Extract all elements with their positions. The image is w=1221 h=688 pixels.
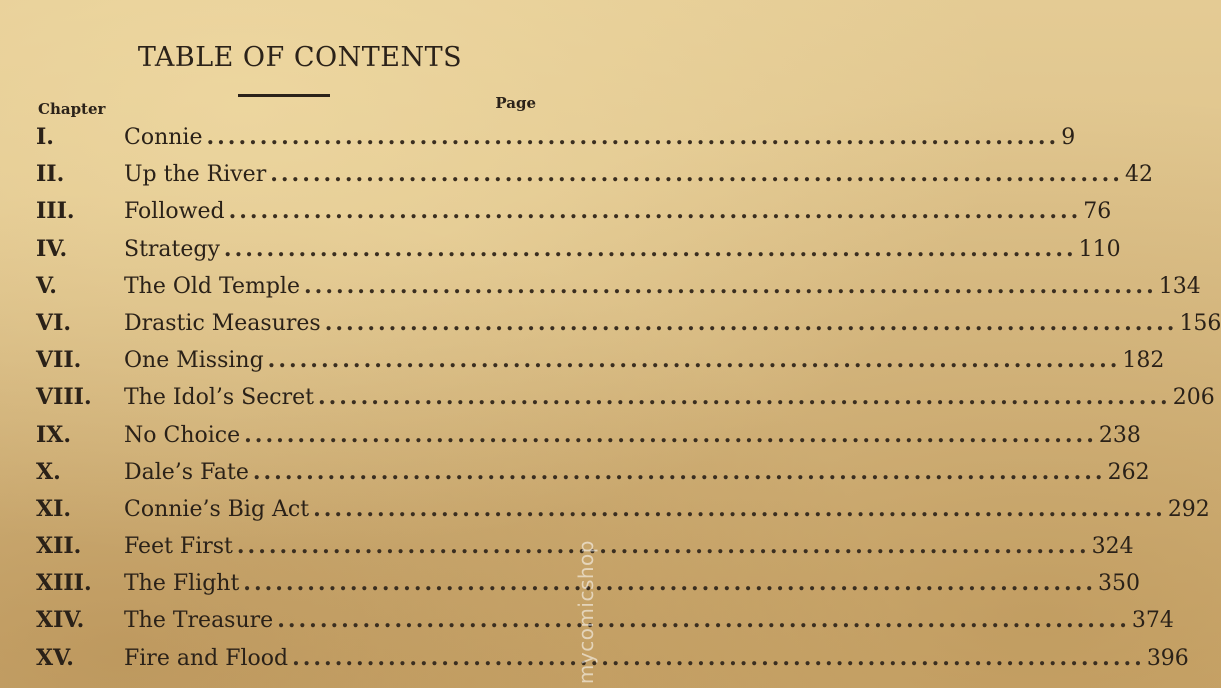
page-number: 374 [1131, 608, 1174, 634]
toc-entry [36, 602, 1174, 639]
page-number: 238 [1098, 422, 1141, 448]
leader-dots: ................................................................................ [228, 198, 1082, 225]
chapter-title: Connie’s Big Act [124, 496, 310, 522]
chapter-title: Connie [124, 125, 203, 150]
leader-dots: ................................................................................ [317, 384, 1171, 411]
chapter-title: No Choice [124, 422, 241, 448]
toc-entry [36, 119, 1076, 156]
page-number: 9 [1061, 125, 1076, 150]
leader-dots: ................................................................................ [244, 421, 1097, 448]
watermark: mycomicshop [574, 539, 598, 684]
chapter-number: III. [36, 198, 75, 225]
page-number: 42 [1124, 162, 1153, 188]
page-number: 110 [1078, 236, 1121, 262]
page-number: 76 [1083, 199, 1112, 225]
toc-entry [36, 640, 1189, 677]
toc-entry [36, 342, 1165, 379]
leader-dots: ................................................................................ [267, 347, 1121, 374]
chapter-title: The Flight [124, 571, 240, 597]
chapter-number: XI. [36, 495, 72, 522]
chapter-number: VII. [36, 347, 82, 374]
page-number: 396 [1146, 645, 1189, 671]
leader-dots: ................................................................................ [206, 124, 1060, 150]
chapter-title: Fire and Flood [124, 645, 289, 671]
toc-entry [36, 305, 1221, 342]
chapter-number: IX. [36, 421, 72, 448]
chapter-title: The Old Temple [124, 273, 300, 299]
leader-dots: ................................................................................ [277, 607, 1130, 634]
chapter-title: Up the River [124, 162, 267, 188]
chapter-number: VI. [36, 309, 72, 336]
page-column-header: Page [495, 94, 536, 112]
leader-dots: ................................................................................ [243, 570, 1097, 597]
chapter-number: V. [36, 272, 57, 299]
chapter-title: Followed [124, 199, 225, 225]
chapter-title: Feet First [124, 534, 233, 560]
toc-entry [36, 156, 1153, 193]
chapter-number: VIII. [36, 384, 92, 411]
toc-entry [36, 379, 1215, 416]
page-number: 206 [1172, 385, 1215, 411]
page-number: 292 [1167, 496, 1210, 522]
page-number: 324 [1091, 534, 1134, 560]
chapter-number: X. [36, 458, 61, 485]
page-number: 182 [1122, 348, 1165, 374]
chapter-number: IV. [36, 235, 68, 262]
page-number: 262 [1107, 459, 1150, 485]
page-number: 350 [1098, 571, 1141, 597]
toc-entry [36, 454, 1150, 491]
chapter-title: The Idol’s Secret [124, 385, 314, 411]
toc-entry [36, 417, 1141, 454]
chapter-number: II. [36, 161, 65, 188]
leader-dots: ................................................................................ [324, 309, 1178, 336]
chapter-number: I. [36, 124, 54, 150]
leader-dots: ................................................................................ [313, 495, 1166, 522]
chapter-title: Strategy [124, 236, 220, 262]
page-number: 134 [1158, 273, 1201, 299]
page-title: TABLE OF CONTENTS [137, 42, 463, 73]
title-rule [238, 94, 330, 97]
chapter-title: Drastic Measures [124, 310, 321, 336]
toc-entry [36, 231, 1121, 268]
chapter-title: The Treasure [124, 608, 274, 634]
leader-dots: ................................................................................ [292, 644, 1145, 671]
leader-dots: ................................................................................ [304, 272, 1157, 299]
leader-dots: ................................................................................ [252, 458, 1106, 485]
chapter-number: XIII. [36, 570, 92, 597]
chapter-title: Dale’s Fate [124, 459, 249, 485]
chapter-column-header: Chapter [38, 100, 106, 118]
chapter-number: XIV. [36, 607, 85, 634]
toc-entry [36, 491, 1210, 528]
toc-entry [36, 193, 1112, 230]
leader-dots: ................................................................................ [270, 161, 1123, 188]
leader-dots: ................................................................................ [236, 533, 1090, 560]
toc-entry [36, 268, 1201, 305]
chapter-number: XII. [36, 533, 82, 560]
toc-entry [36, 528, 1134, 565]
chapter-title: One Missing [124, 348, 264, 374]
toc-entry [36, 565, 1141, 602]
page-number: 156 [1179, 310, 1221, 336]
chapter-number: XV. [36, 644, 74, 671]
leader-dots: ................................................................................ [223, 235, 1077, 262]
